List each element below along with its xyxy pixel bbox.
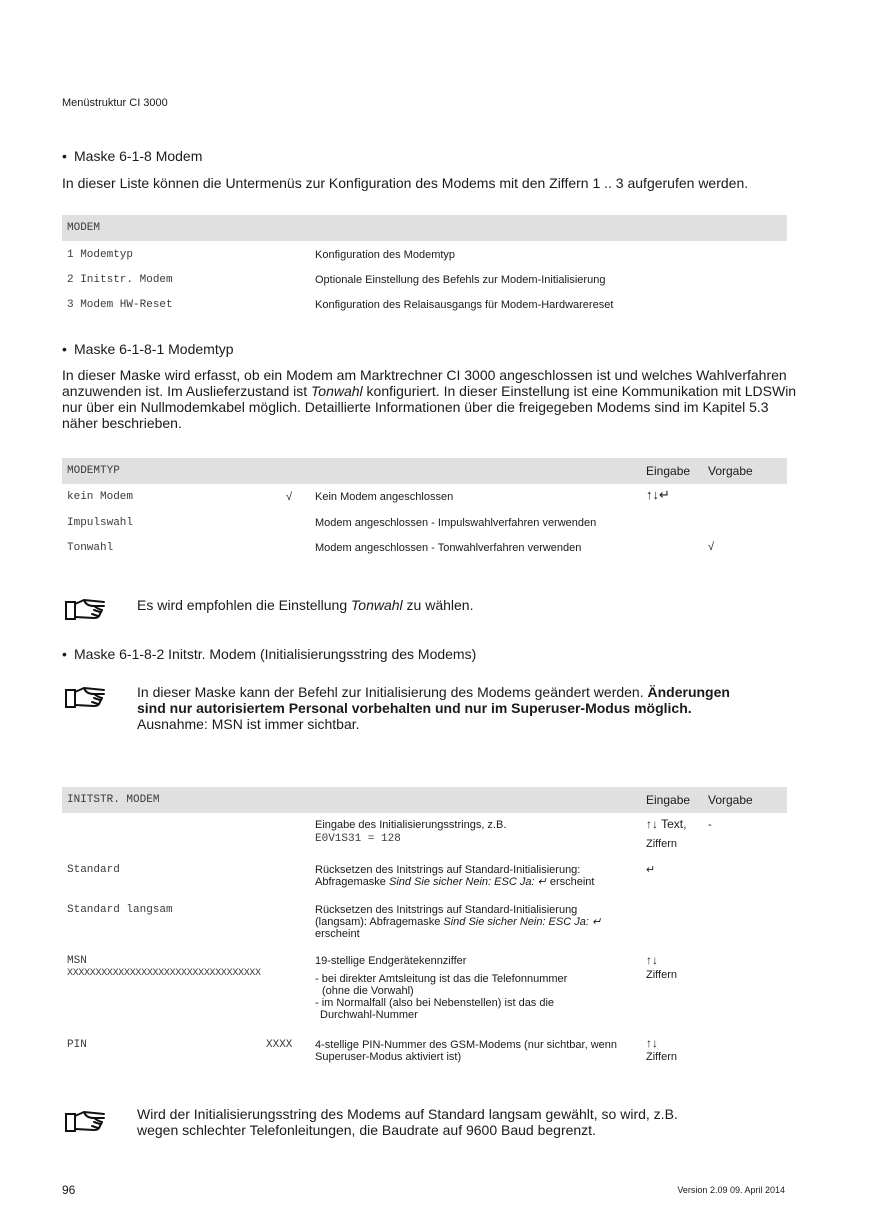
pointing-hand-icon: [64, 596, 108, 622]
table-row-label: 1 Modemtyp: [67, 249, 134, 261]
pointing-hand-icon: [64, 684, 108, 710]
vorgabe-check: √: [708, 541, 715, 553]
vorgabe-value: -: [708, 819, 712, 831]
eingabe-type: Ziffern: [646, 969, 677, 981]
section-heading-modemtyp: • Maske 6-1-8-1 Modemtyp: [62, 341, 234, 357]
table-row-desc: 4-stellige PIN-Nummer des GSM-Modems (nur sichtbar, wenn Superuser-Modus aktiviert ist): [315, 1039, 617, 1063]
section-heading-initstr: • Maske 6-1-8-2 Initstr. Modem (Initialisierungsstring des Modems): [62, 646, 477, 662]
table-row-desc: Rücksetzen des Initstrings auf Standard-Initialisierung: Abfragemaske Sind Sie sicher Nein: ESC Ja: ↵ erscheint: [315, 864, 595, 888]
init-string-example: E0V1S31 = 128: [315, 833, 401, 845]
table-header: MODEMTYP Eingabe Vorgabe: [62, 458, 787, 484]
eingabe-type: Ziffern: [646, 838, 677, 850]
column-header-eingabe: Eingabe: [646, 464, 691, 478]
section-text-modem: In dieser Liste können die Untermenüs zur Konfiguration des Modems mit den Ziffern 1 .. 3 aufgerufen werden.: [62, 175, 749, 191]
table-row-desc: Modem angeschlossen - Tonwahlverfahren verwenden: [315, 542, 582, 554]
page-number: 96: [62, 1183, 76, 1197]
eingabe-keys: ↵: [646, 864, 656, 876]
note-standard-langsam: Wird der Initialisierungsstring des Modems auf Standard langsam gewählt, so wird, z.B. wegen schlechter Telefonleitungen, die Baudrate auf 9600 Baud begrenzt.: [137, 1106, 678, 1138]
table-row-desc: Kein Modem angeschlossen: [315, 491, 454, 503]
table-row-label: 3 Modem HW-Reset: [67, 299, 173, 311]
eingabe-keys: ↑↓: [646, 1036, 658, 1050]
table-row-desc: Eingabe des Initialisierungsstrings, z.B.: [315, 819, 507, 831]
note-superuser: In dieser Maske kann der Befehl zur Initialisierung des Modems geändert werden. Änderungen sind nur autorisiertem Personal vorbehalten und nur im Superuser-Modus möglich. Ausnahme: MSN ist immer sichtbar.: [137, 684, 730, 732]
table-header: INITSTR. MODEM Eingabe Vorgabe: [62, 787, 787, 813]
table-row-label: MSN: [67, 955, 87, 967]
table-row-label: Impulswahl: [67, 517, 134, 529]
eingabe-keys: ↑↓↵: [646, 487, 670, 502]
table-row-desc: 19-stellige Endgerätekennziffer - bei direkter Amtsleitung ist das die Telefonnummer (ohne die Vorwahl) - im Normalfall (also bei Nebenstellen) ist das die Durchwahl-Nummer: [315, 955, 568, 1021]
pin-value: XXXX: [266, 1039, 293, 1051]
column-header-eingabe: Eingabe: [646, 793, 691, 807]
table-modemtyp: [62, 458, 787, 554]
table-row-label: Standard langsam: [67, 904, 173, 916]
table-row-label: PIN: [67, 1039, 87, 1051]
eingabe-keys: ↑↓ Text,: [646, 817, 687, 831]
table-modem: [62, 215, 787, 311]
note-tonwahl: Es wird empfohlen die Einstellung Tonwahl zu wählen.: [137, 597, 474, 613]
table-row-desc: Konfiguration des Modemtyp: [315, 249, 456, 261]
version-info: Version 2.09 09. April 2014: [677, 1185, 785, 1195]
table-row-desc: Modem angeschlossen - Impulswahlverfahren verwenden: [315, 517, 597, 529]
msn-value: XXXXXXXXXXXXXXXXXXXXXXXXXXXXXXXXXX: [67, 968, 261, 979]
table-row-label: Standard: [67, 864, 120, 876]
section-text-modemtyp: In dieser Maske wird erfasst, ob ein Modem am Marktrechner CI 3000 angeschlossen ist und welches Wahlverfahren anzuwenden ist. Im Auslieferzustand ist Tonwahl konfiguriert. In dieser Einstellung ist eine Kommunikation mit LDSWin nur über ein Nullmodemkabel möglich. Detaillierte Informationen über die freigegeben Modems sind im Kapitel 5.3 näher beschrieben.: [62, 367, 797, 431]
page-header: Menüstruktur CI 3000: [62, 97, 168, 109]
check-mark: √: [286, 491, 293, 503]
section-heading-modem: • Maske 6-1-8 Modem: [62, 148, 203, 164]
column-header-vorgabe: Vorgabe: [708, 464, 753, 478]
table-row-desc: Rücksetzen des Initstrings auf Standard-Initialisierung (langsam): Abfragemaske Sind Sie sicher Nein: ESC Ja: ↵ erscheint: [315, 904, 602, 940]
eingabe-keys: ↑↓: [646, 953, 658, 967]
table-row-desc: Optionale Einstellung des Befehls zur Modem-Initialisierung: [315, 274, 606, 286]
pointing-hand-icon: [64, 1108, 108, 1134]
table-row-label: kein Modem: [67, 491, 134, 503]
column-header-vorgabe: Vorgabe: [708, 793, 753, 807]
table-initstr: [62, 787, 787, 1063]
table-row-desc: Konfiguration des Relaisausgangs für Modem-Hardwarereset: [315, 299, 614, 311]
table-row-label: Tonwahl: [67, 542, 114, 554]
eingabe-type: Ziffern: [646, 1051, 677, 1063]
table-header: MODEM: [62, 215, 787, 241]
table-row-label: 2 Initstr. Modem: [67, 274, 173, 286]
